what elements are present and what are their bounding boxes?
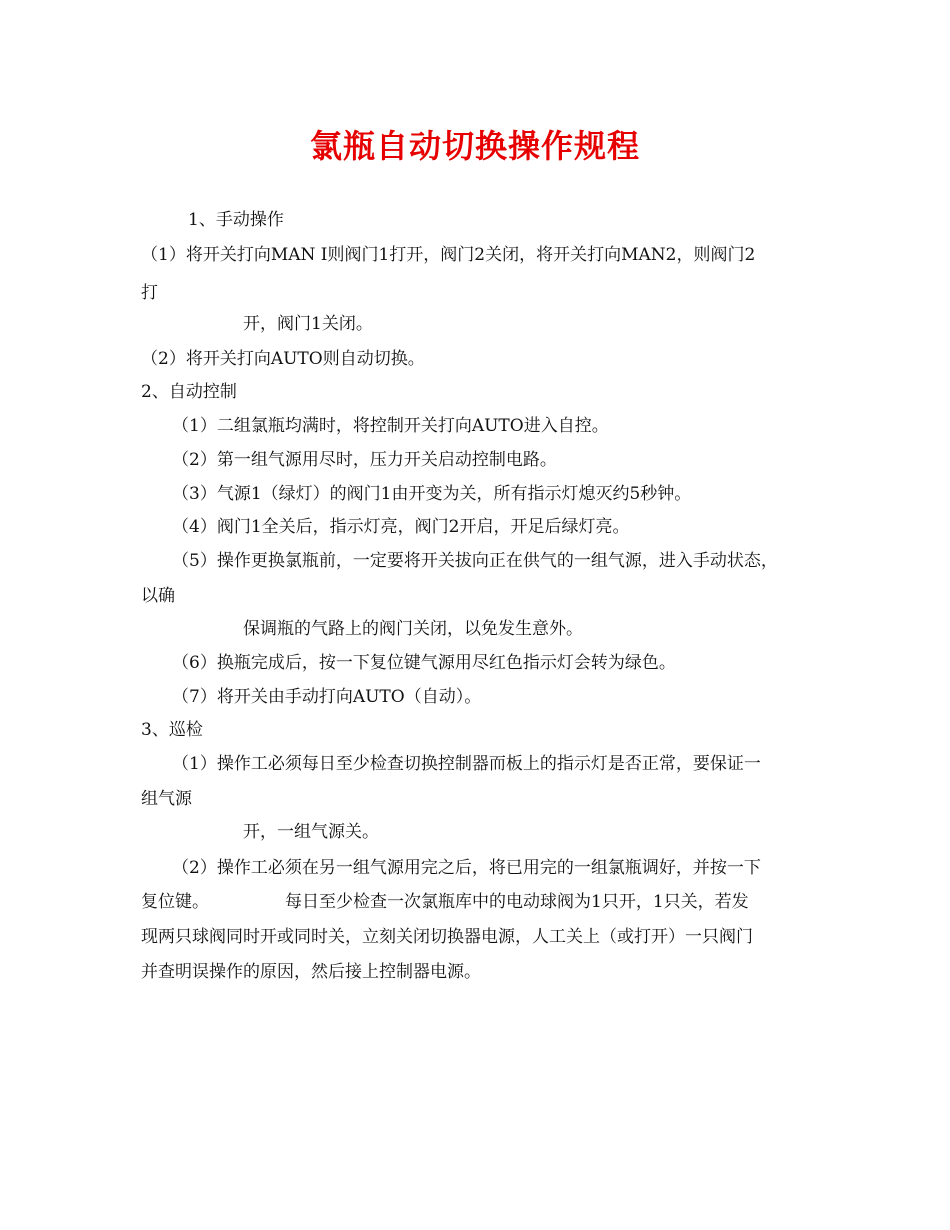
section-heading-manual: 1、手动操作 xyxy=(188,210,284,230)
paragraph-line: （3）气源1（绿灯）的阀门1由开变为关，所有指示灯熄灭约5秒钟。 xyxy=(172,484,692,504)
paragraph-line: （5）操作更换氯瓶前，一定要将开关拔向正在供气的一组气源，进入手动状态， xyxy=(172,551,778,571)
paragraph-line: （7）将开关由手动打向AUTO（自动）。 xyxy=(172,687,482,707)
section-heading-auto: 2、自动控制 xyxy=(141,382,237,402)
paragraph-line: （2）第一组气源用尽时，压力开关启动控制电路。 xyxy=(172,450,557,470)
paragraph-line: （1）将开关打向MAN I则阀门1打开，阀门2关闭，将开关打向MAN2，则阀门2 xyxy=(141,245,756,265)
paragraph-line: （2）将开关打向AUTO则自动切换。 xyxy=(141,349,425,369)
paragraph-line: 开，阀门1关闭。 xyxy=(243,314,373,334)
paragraph-line: 打 xyxy=(141,283,158,303)
paragraph-line: （4）阀门1全关后，指示灯亮，阀门2开启，开足后绿灯亮。 xyxy=(172,517,630,537)
paragraph-line: （6）换瓶完成后，按一下复位键气源用尽红色指示灯会转为绿色。 xyxy=(172,653,676,673)
paragraph-line: 每日至少检查一次氯瓶库中的电动球阀为1只开，1只关，若发 xyxy=(285,892,749,912)
paragraph-line: （1）二组氯瓶均满时，将控制开关打向AUTO进入自控。 xyxy=(172,416,609,436)
section-heading-inspection: 3、巡检 xyxy=(141,720,203,740)
paragraph-line: 现两只球阀同时开或同时关，立刻关闭切换器电源，人工关上（或打开）一只阀门 xyxy=(141,927,753,947)
paragraph-line: 并查明误操作的原因，然后接上控制器电源。 xyxy=(141,962,481,982)
paragraph-line: 开，一组气源关。 xyxy=(243,822,379,842)
paragraph-line: 保调瓶的气路上的阀门关闭，以免发生意外。 xyxy=(243,619,583,639)
paragraph-line: （1）操作工必须每日至少检查切换控制器而板上的指示灯是否正常，要保证一 xyxy=(172,754,761,774)
paragraph-line: 复位键。 xyxy=(141,892,209,912)
paragraph-line: 组气源 xyxy=(141,789,192,809)
document-title: 氯瓶自动切换操作规程 xyxy=(309,127,640,165)
paragraph-line: （2）操作工必须在另一组气源用完之后，将已用完的一组氯瓶调好，并按一下 xyxy=(172,858,761,878)
paragraph-line: 以确 xyxy=(141,586,175,606)
